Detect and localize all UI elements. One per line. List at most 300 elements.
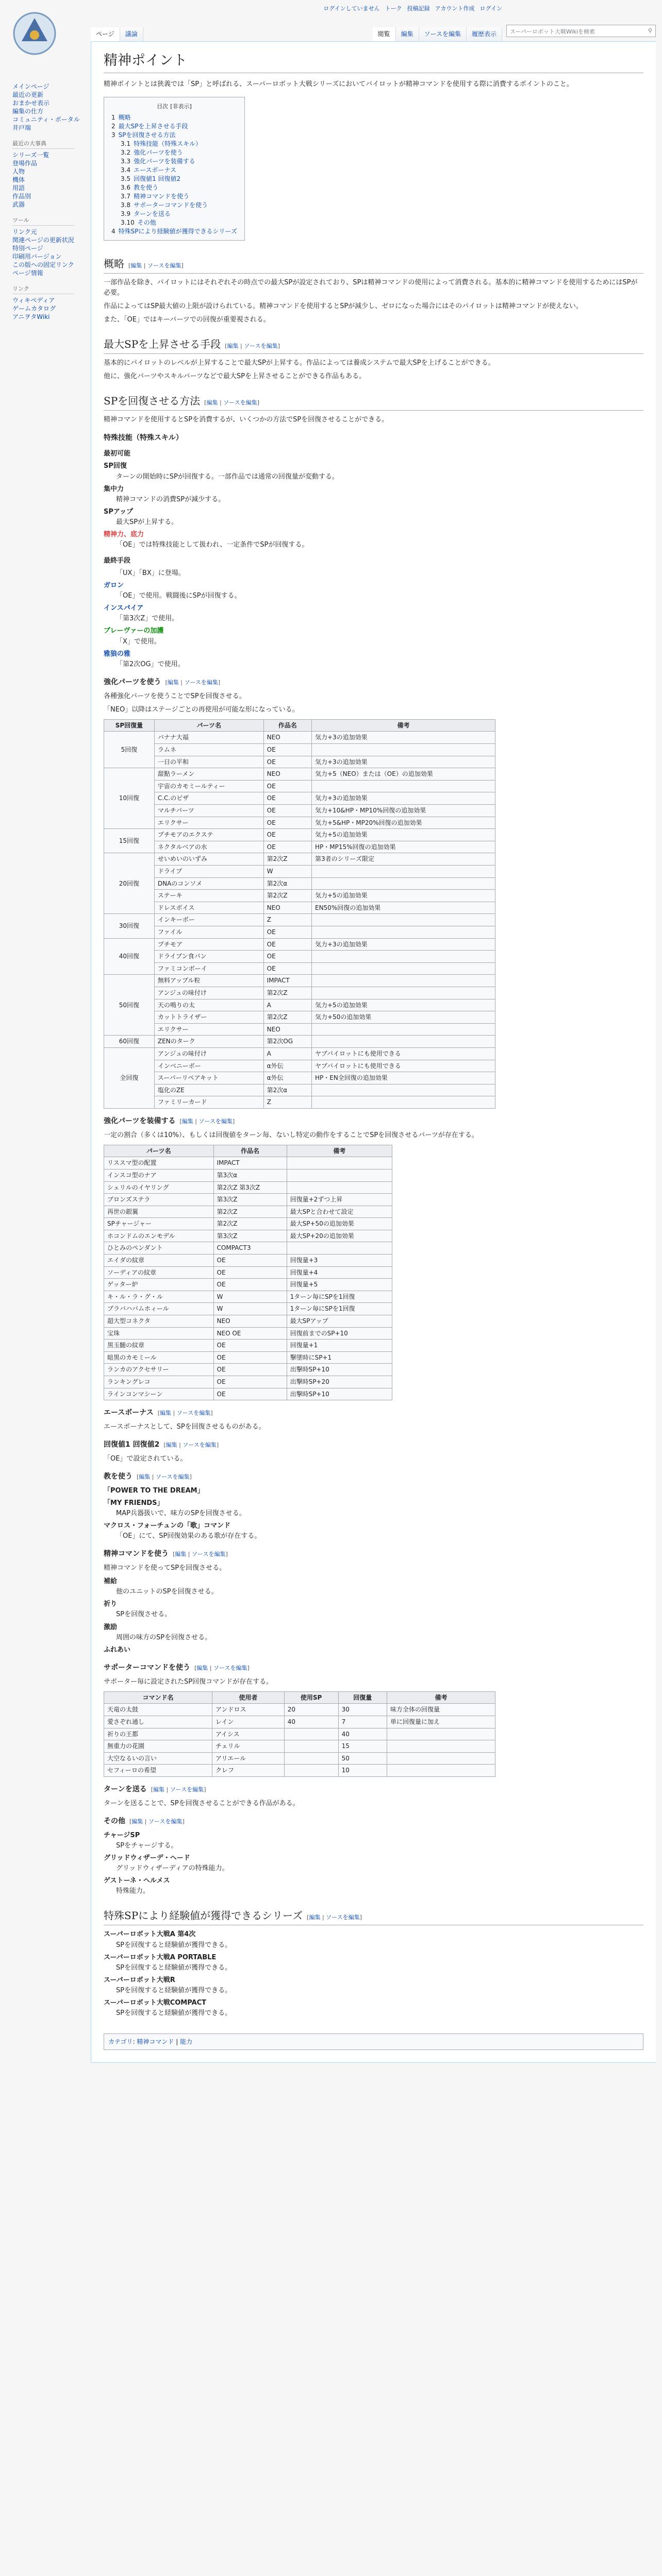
table-cell: OE [213,1279,287,1291]
equip-table [104,1145,392,1400]
table-cell-group: 5回復 [104,732,155,768]
table-cell [311,877,495,890]
section-max-sp: 最大SPを上昇させる手段 [編集 | ソースを編集] [104,336,643,354]
table-cell: 気力+50の追加効果 [311,1011,495,1024]
sidebar-item[interactable]: 用語 [12,184,25,192]
toc-text: ターンを送る [134,210,171,217]
table-cell: DNAのコンソメ [154,877,263,890]
edit-link[interactable]: 編集 [309,1914,321,1921]
table-cell: SPチャージャー [104,1218,214,1230]
toc-num: 3 [111,131,115,139]
toc-toggle[interactable]: [非表示] [170,103,192,110]
table-row [104,780,495,792]
toc-item[interactable] [111,227,237,236]
table-cell: 気力+5の追加効果 [311,890,495,902]
sidebar-heading: ツール [12,216,74,226]
toc-num: 3.1 [121,140,131,147]
table-cell: ステーキ [154,890,263,902]
list-item-name[interactable]: グリッドウィザーデ・ヘード [104,1854,190,1862]
tab-left-1[interactable]: 議論 [120,27,143,41]
parts-table [104,719,495,1109]
table-cell: 50 [338,1752,387,1765]
table-cell: インベニーボー [154,1060,263,1072]
sidebar-item[interactable]: 井戸端 [12,124,31,131]
table-cell: 回復量+2ずつ上昇 [287,1194,392,1206]
toc-num: 3.7 [121,192,131,200]
blue-skill-2[interactable]: インスパイア [104,604,144,613]
table-cell: OE [263,841,311,853]
table-cell: シェリルのイヤリング [104,1181,214,1194]
toc-num: 3.2 [121,148,131,156]
heal-p: 「OE」で設定されている。 [104,1454,187,1463]
list-item-name[interactable]: チャージSP [104,1831,140,1839]
table-cell: 回復量+4 [287,1266,392,1279]
source-edit-link[interactable]: ソースを編集 [148,1818,183,1825]
table-cell: エリクサー [154,817,263,829]
table-cell: 一日の平和 [154,756,263,768]
table-cell: 第3次Z [213,1194,287,1206]
table-row [104,1181,392,1194]
section-seishin: 精神コマンドを使う [編集 | ソースを編集] [104,1550,228,1558]
max-p1: 基本的にパイロットのレベルが上昇することで最大SPが上昇する。作品によっては養成システムで最大SPを上げることができる。 [104,359,495,367]
table-cell: ひとみのペンダント [104,1242,214,1255]
toc-text: 教を使う [134,183,159,191]
table-header-cell: 備考 [387,1691,495,1704]
sidebar-item[interactable]: 武器 [12,201,25,208]
table-row [104,1728,495,1740]
category-link[interactable]: 精神コマンド [137,2038,174,2045]
edit-link[interactable]: 編集 [227,343,239,350]
list-item-name[interactable]: スーパーロボット大戦A 第4次 [104,1930,196,1939]
table-cell: 最大SP+20の追加効果 [287,1230,392,1242]
table-cell [284,1752,338,1765]
teach-item-1: 「POWER TO THE DREAM」 [104,1486,204,1495]
blue-skill-3-desc: 「第2次OG」で使用。 [116,660,185,668]
category-link[interactable]: 能力 [180,2038,193,2045]
table-cell: ヤブパイロットにも使用できる [311,1047,495,1060]
table-cell: アンジュの味付け [154,1047,263,1060]
table-row [104,1303,392,1315]
toc-item[interactable] [111,183,237,192]
table-row [104,1740,495,1753]
table-cell: NEO [213,1315,287,1328]
table-cell [311,1036,495,1048]
edit-link[interactable]: 編集 [167,679,179,686]
table-row [104,1291,392,1303]
toc-text: エースボーナス [134,166,177,174]
sidebar-item[interactable]: シリーズ一覧 [12,151,49,159]
table-cell-group: 20回復 [104,853,155,914]
list-item-desc: SPをチャージする。 [116,1841,178,1850]
table-cell: Z [263,914,311,926]
list-item-desc: SPを回復すると経験値が獲得できる。 [116,2009,232,2018]
red-skill: 精神力、底力 [104,531,144,539]
table-cell: 第2次Z [263,890,311,902]
table-cell [287,1157,392,1170]
category-label[interactable]: カテゴリ [108,2038,133,2045]
toc-text: SPを回復させる方法 [118,131,176,139]
table-cell: OE [263,962,311,975]
sidebar-item[interactable]: 特別ページ [12,245,43,252]
table-cell: エイダの紋章 [104,1255,214,1267]
table-cell: ラムネ [154,744,263,756]
table-cell: ドライブ [154,866,263,878]
table-cell: 気力+10&HP・MP10%回復の追加効果 [311,805,495,817]
tab-right-3[interactable]: 履歴表示 [467,27,502,41]
source-edit-link[interactable]: ソースを編集 [244,343,278,350]
section-exp: 特殊SPにより経験値が獲得できるシリーズ [編集 | ソースを編集] [104,1908,643,1925]
list-item-desc: SPを回復させる。 [116,1611,172,1619]
table-cell: 超大型コネクタ [104,1315,214,1328]
table-cell: ランキングレコ [104,1376,214,1388]
table-row [104,1218,392,1230]
sidebar-item[interactable]: メインページ [12,83,49,90]
source-edit-link[interactable]: ソースを編集 [223,399,257,406]
toc-num: 4 [111,227,115,235]
toc-item[interactable] [111,157,237,166]
table-cell: 第2次OG [263,1036,311,1048]
table-cell: 気力+3の追加効果 [311,756,495,768]
personal-link-0[interactable]: ログインしていません [323,5,380,12]
tab-right-1[interactable]: 編集 [396,27,419,41]
table-row [104,841,495,853]
table-header-cell: 使用者 [212,1691,284,1704]
section-heal: 回復値1 回復値2 [編集 | ソースを編集] [104,1440,219,1449]
table-header-cell: 使用SP [284,1691,338,1704]
list-item-desc: SPを回復すると経験値が獲得できる。 [116,1963,232,1972]
table-cell: OE [263,780,311,792]
toc-text: 最大SPを上昇させる手段 [118,122,188,130]
table-cell: アリエール [212,1752,284,1765]
source-edit-link[interactable]: ソースを編集 [170,1786,204,1793]
table-cell: OE [263,805,311,817]
table-cell: 暗黒のカモミール [104,1351,214,1364]
table-cell: IMPACT [213,1157,287,1170]
table-cell: 気力+3の追加効果 [311,938,495,951]
table-cell: マルチパーツ [154,805,263,817]
edit-link[interactable]: 編集 [139,1473,151,1480]
support-table [104,1691,495,1777]
intro-text: 精神ポイントとは狭義では「SP」と呼ばれる、スーパーロボット大戦シリーズにおいてパイロットが精神コマンドを使用する際に消費するポイントのこと。 [104,80,573,88]
skill-desc: ターンの開始時にSPが回復する。一部作品では通常の回復量が変動する。 [116,472,339,481]
table-cell: エリクサー [154,1023,263,1036]
site-logo[interactable] [6,5,63,62]
tab-right-2[interactable]: ソースを編集 [419,27,467,41]
source-edit-link[interactable]: ソースを編集 [326,1914,360,1921]
table-cell: 第2次Z [213,1206,287,1218]
sidebar-item[interactable]: 作品別 [12,193,31,200]
table-cell: 20 [284,1704,338,1716]
sidebar-item[interactable]: リンク元 [12,228,37,235]
table-cell: ホコンドムのエンモデル [104,1230,214,1242]
table-header-row [104,719,495,732]
table-cell: 気力+3の追加効果 [311,732,495,744]
table-cell: 最大SPと合わせて設定 [287,1206,392,1218]
edit-link[interactable]: 編集 [166,1442,177,1449]
table-cell: OE [263,792,311,805]
toc-text: 特殊SPにより経験値が獲得できるシリーズ [118,227,237,235]
list-item-name[interactable]: 祈り [104,1600,118,1608]
table-cell: セフィーロの希望 [104,1765,212,1777]
table-row [104,744,495,756]
list-item-desc: SPを回復すると経験値が獲得できる。 [116,1987,232,1995]
red-skill-desc: 「OE」では特殊技能として扱われ、一定条件でSPが回復する。 [116,541,309,549]
table-row [104,1340,392,1352]
personal-link-4[interactable]: ログイン [479,5,502,12]
table-row [104,732,495,744]
green-skill-desc: 「X」で使用。 [116,637,161,646]
source-edit-link[interactable]: ソースを編集 [184,679,218,686]
table-cell: 宝珠 [104,1327,214,1340]
table-row [104,1279,392,1291]
source-edit-link[interactable]: ソースを編集 [176,1410,211,1417]
table-row [104,768,495,781]
table-header-cell: コマンド名 [104,1691,212,1704]
table-cell: ファイル [154,926,263,938]
table-row [104,914,495,926]
table-cell: W [213,1291,287,1303]
table-row [104,1266,392,1279]
table-cell: C.C.のピザ [154,792,263,805]
list-item-desc: 他のユニットのSPを回復させる。 [116,1588,218,1596]
table-cell: ラインコンマシーン [104,1388,214,1400]
table-cell: α外伝 [263,1072,311,1084]
table-cell: OE [213,1376,287,1388]
list-item-name[interactable]: スーパーロボット大戦R [104,1976,175,1984]
overview-p1: 一部作品を除き、パイロットにはそれぞれその時点での最大SPが設定されており、SPは精神コマンドの使用によって消費される。基本的に精神コマンドを使用するためにはSPが必要。 [104,278,638,297]
table-cell: W [213,1303,287,1315]
skill-desc: 最大SPが上昇する。 [116,518,178,527]
table-cell: ドレスボイス [154,902,263,914]
table-cell: インスコ型のナア [104,1169,214,1181]
toc-num: 3.5 [121,175,131,182]
table-cell: OE [213,1340,287,1352]
list-item-desc: 特殊能力。 [116,1887,150,1895]
sidebar-item[interactable]: 人物 [12,168,25,175]
sidebar-item[interactable]: コミュニティ・ポータル [12,116,80,123]
table-cell: スーパーリペアキット [154,1072,263,1084]
table-cell: アイシス [212,1728,284,1740]
table-cell [311,914,495,926]
table-row [104,1096,495,1109]
table-cell: OE [213,1266,287,1279]
sidebar-item[interactable]: ページ情報 [12,269,43,277]
edit-link[interactable]: 編集 [206,399,218,406]
list-item-name[interactable]: ふれあい [104,1646,131,1654]
table-row [104,1765,495,1777]
section-overview: 概略 [編集 | ソースを編集] [104,256,643,274]
sidebar-item[interactable]: 登場作品 [12,160,38,167]
table-cell: 撃墜時にSP+1 [287,1351,392,1364]
toc-item[interactable] [111,175,237,183]
list-item-name[interactable]: 激励 [104,1623,118,1631]
table-cell: 15 [338,1740,387,1753]
personal-link-1[interactable]: トーク [385,5,402,12]
list-item-desc: SPを回復すると経験値が獲得できる。 [116,1941,232,1949]
source-edit-link[interactable]: ソースを編集 [192,1551,226,1558]
table-cell: チェリル [212,1740,284,1753]
table-cell: 単に回復量に加え [387,1716,495,1728]
table-cell: 黒玉髄の紋章 [104,1340,214,1352]
list-item-name[interactable]: 補給 [104,1578,118,1586]
source-edit-link[interactable]: ソースを編集 [183,1442,217,1449]
table-cell: OE [263,817,311,829]
table-header-row [104,1691,495,1704]
list-item-name[interactable]: ゲストーネ・ヘルメス [104,1877,170,1885]
table-cell: 第2次α [263,877,311,890]
sidebar-portlet [12,82,88,132]
sidebar-item[interactable]: 関連ページの更新状況 [12,236,74,244]
toc-item[interactable] [111,122,237,131]
tab-left-0[interactable]: ページ [91,27,120,41]
toc-item[interactable] [111,140,237,148]
table-cell: 回復量+3 [287,1255,392,1267]
sidebar-portlet [12,216,88,277]
table-row [104,1364,392,1376]
table-cell [311,1084,495,1096]
page-title: 精神ポイント [104,50,643,73]
table-cell: 第2次Z [263,853,311,866]
sidebar-item[interactable]: 印刷用バージョン [12,253,62,260]
section-recover: SPを回復させる方法 [編集 | ソースを編集] [104,393,643,411]
table-row [104,817,495,829]
table-header-cell: パーツ名 [104,1145,214,1157]
table-cell: プチモア [154,938,263,951]
table-cell: 大空なるいの言い [104,1752,212,1765]
sidebar-item[interactable]: 最近の更新 [12,91,44,98]
table-cell: 愛さぞれ通し [104,1716,212,1728]
blue-skill-2-desc: 「第3次Z」で使用。 [116,615,179,623]
table-cell: OE [213,1388,287,1400]
parts-p: 各種強化パーツを使うことでSPを回復させる。 [104,692,246,700]
toc-num: 3.9 [121,210,131,217]
table-cell: ZENのターク [154,1036,263,1048]
table-cell: 出撃時SP+20 [287,1376,392,1388]
toc-num: 3.8 [121,201,131,209]
edit-link[interactable]: 編集 [175,1551,187,1558]
table-cell: OE [263,951,311,963]
table-cell: ドライブン食パン [154,951,263,963]
sidebar-item[interactable]: この版への固定リンク [12,261,74,268]
toc-item[interactable] [111,148,237,157]
table-cell-group: 10回復 [104,768,155,829]
edit-link[interactable]: 編集 [196,1665,208,1672]
skill-name: 集中力 [104,485,124,493]
sidebar-item[interactable]: ゲームカタログ [12,305,56,312]
edit-link[interactable]: 編集 [130,262,142,269]
sidebar-item[interactable]: おまかせ表示 [12,99,50,107]
edit-link[interactable]: 編集 [131,1818,143,1825]
table-cell: OE [263,829,311,841]
list-item-name[interactable]: スーパーロボット大戦COMPACT [104,1999,207,2007]
toc-item[interactable] [111,218,237,227]
table-cell: OE [263,744,311,756]
table-cell: ヤブパイロットにも使用できる [311,1060,495,1072]
table-header-cell: 回復量 [338,1691,387,1704]
search-placeholder: スーパーロボット大戦Wikiを検索 [510,28,595,35]
green-skill[interactable]: ブレーヴァーの加護 [104,627,164,635]
sub-skills: 特殊技能（特殊スキル） [104,433,183,442]
table-cell: ゲッター炉 [104,1279,214,1291]
blue-skill-3[interactable]: 雅狼の雅 [104,650,131,658]
table-cell: 第2次Z [263,1011,311,1024]
table-cell: α外伝 [263,1060,311,1072]
table-cell-group: 30回復 [104,914,155,938]
section-turn: ターンを送る [編集 | ソースを編集] [104,1785,206,1794]
toc-item[interactable] [111,210,237,218]
table-row [104,805,495,817]
personal-link-3[interactable]: アカウント作成 [435,5,475,12]
personal-link-2[interactable]: 投稿記録 [407,5,430,12]
search-icon[interactable]: ⚲ [648,27,652,34]
source-edit-link[interactable]: ソースを編集 [156,1473,190,1480]
table-of-contents [104,97,245,241]
source-edit-link[interactable]: ソースを編集 [213,1665,247,1672]
toc-text: サポーターコマンドを使う [134,201,208,209]
source-edit-link[interactable]: ソースを編集 [198,1117,233,1125]
table-cell: アンジュの味付け [154,987,263,999]
table-cell [311,1023,495,1036]
toc-item[interactable] [111,166,237,175]
table-cell: A [263,999,311,1011]
table-cell [284,1740,338,1753]
table-cell-group: 60回復 [104,1036,155,1048]
toc-item[interactable] [111,192,237,201]
list-item-name[interactable]: スーパーロボット大戦A PORTABLE [104,1953,217,1961]
table-row [104,1194,392,1206]
table-header-cell: 備考 [287,1145,392,1157]
table-cell: 気力+5の追加効果 [311,829,495,841]
toc-item[interactable] [111,201,237,210]
table-cell [311,780,495,792]
table-cell: EN50%回復の追加効果 [311,902,495,914]
table-cell [287,1169,392,1181]
table-row [104,1023,495,1036]
source-edit-link[interactable]: ソースを編集 [147,262,181,269]
skill-name: SPアップ [104,507,133,516]
table-cell: 30 [338,1704,387,1716]
table-cell: 宇宙のカモミールティー [154,780,263,792]
toc-num: 3.4 [121,166,131,174]
blue-skill-1[interactable]: ガロン [104,581,124,589]
table-cell: 甜點ラーメン [154,768,263,781]
toc-item[interactable] [111,131,237,140]
toc-num: 3.6 [121,183,131,191]
sidebar-item[interactable]: 機体 [12,176,25,183]
table-row [104,951,495,963]
edit-link[interactable]: 編集 [160,1410,172,1417]
table-cell: NEO [263,768,311,781]
table-cell: 7 [338,1716,387,1728]
table-cell [387,1752,495,1765]
overview-p2: 作品によってはSP最大値の上限が設けられている。精神コマンドを使用するとSPが減少し、ゼロになった場合にはそのパイロットは精神コマンドが使えない。 [104,302,583,310]
sidebar-item[interactable]: アニヲタWiki [12,313,50,320]
search-input[interactable] [506,25,656,37]
toc-text: 強化パーツを装備する [134,157,195,165]
toc-item[interactable] [111,113,237,122]
table-cell: OE [263,938,311,951]
edit-link[interactable]: 編集 [181,1117,193,1125]
sub-last: 最終手段 [104,556,131,565]
sidebar-item[interactable]: ウィキペディア [12,297,55,304]
overview-p3: また、「OE」ではキーパーツでの回復が重要視される。 [104,316,270,324]
toc-num: 1 [111,113,115,121]
sidebar-item[interactable]: 編集の仕方 [12,108,44,115]
tab-right-0[interactable]: 閲覧 [373,27,396,41]
table-cell: 回復量+5 [287,1279,392,1291]
table-row [104,926,495,938]
edit-link[interactable]: 編集 [153,1786,165,1793]
